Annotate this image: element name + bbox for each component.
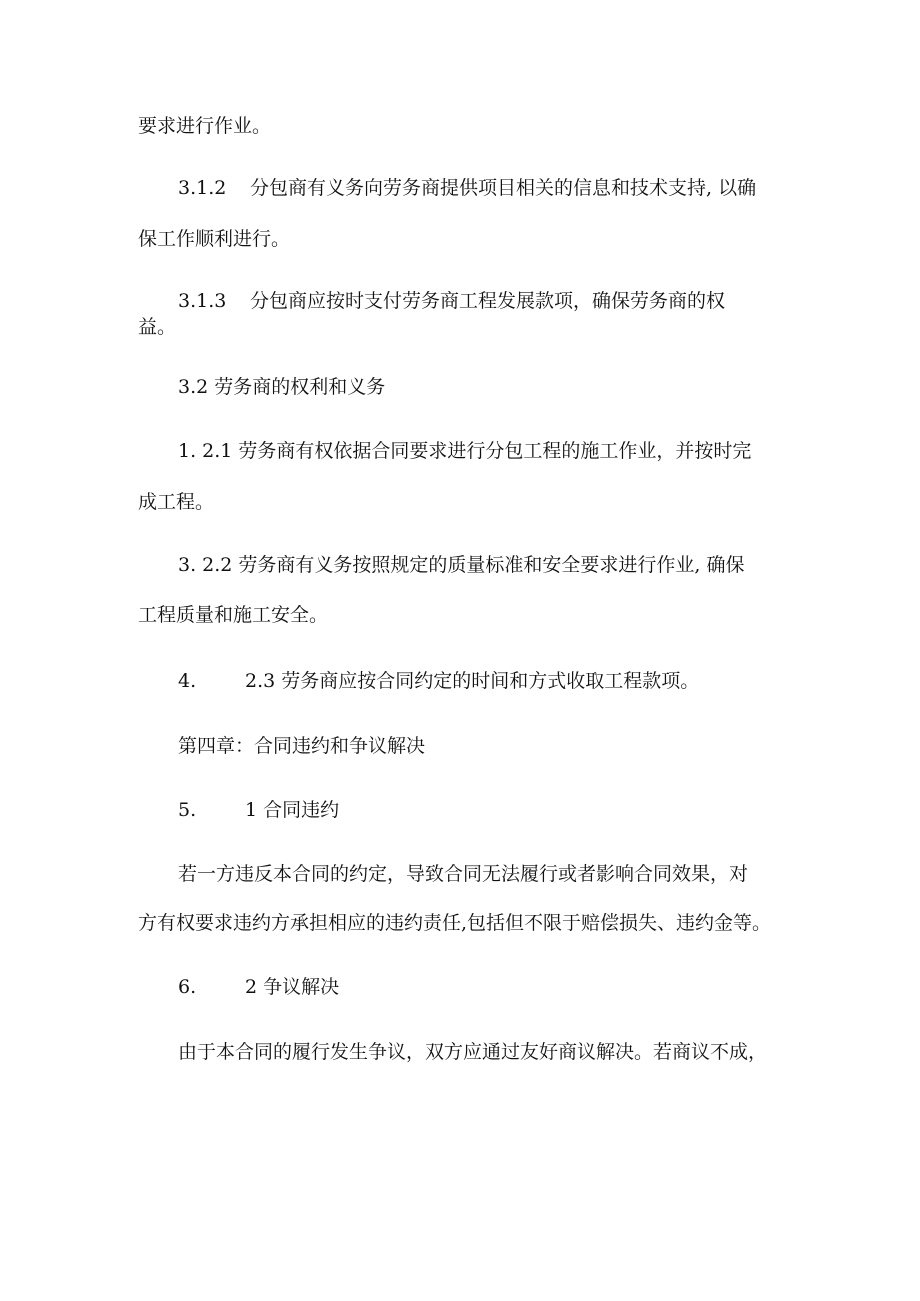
chapter-heading: 第四章：合同违约和争议解决 (178, 735, 426, 757)
clause-number: 3.1.2 (178, 177, 227, 199)
paragraph-line: 1. 2.1 劳务商有权依据合同要求进行分包工程的施工作业，并按时完 (178, 440, 752, 462)
paragraph-line: 方有权要求违约方承担相应的违约责任,包括但不限于赔偿损失、违约金等。 (138, 912, 772, 934)
paragraph-line: 要求进行作业。 (138, 115, 272, 137)
list-number: 5. (178, 799, 197, 821)
paragraph-line: 分包商有义务向劳务商提供项目相关的信息和技术支持, 以确 (250, 177, 757, 199)
paragraph-line: 2.3 劳务商应按合同约定的时间和方式收取工程款项。 (245, 670, 700, 692)
paragraph-line: 由于本合同的履行发生争议，双方应通过友好商议解决。若商议不成， (178, 1041, 768, 1063)
paragraph-line: 成工程。 (138, 491, 215, 513)
list-number: 6. (178, 976, 197, 998)
list-number: 4. (178, 670, 197, 692)
paragraph-line: 工程质量和施工安全。 (138, 604, 329, 626)
subsection-heading: 1 合同违约 (245, 799, 340, 821)
paragraph-line: 若一方违反本合同的约定，导致合同无法履行或者影响合同效果，对 (178, 863, 749, 885)
clause-number: 3.1.3 (178, 290, 227, 312)
paragraph-line: 益。 (138, 316, 177, 338)
section-heading: 3.2 劳务商的权利和义务 (178, 376, 386, 398)
paragraph-line: 分包商应按时支付劳务商工程发展款项，确保劳务商的权 (250, 290, 726, 312)
paragraph-line: 保工作顺利进行。 (138, 228, 291, 250)
subsection-heading: 2 争议解决 (245, 976, 340, 998)
paragraph-line: 3. 2.2 劳务商有义务按照规定的质量标准和安全要求进行作业, 确保 (178, 554, 745, 576)
